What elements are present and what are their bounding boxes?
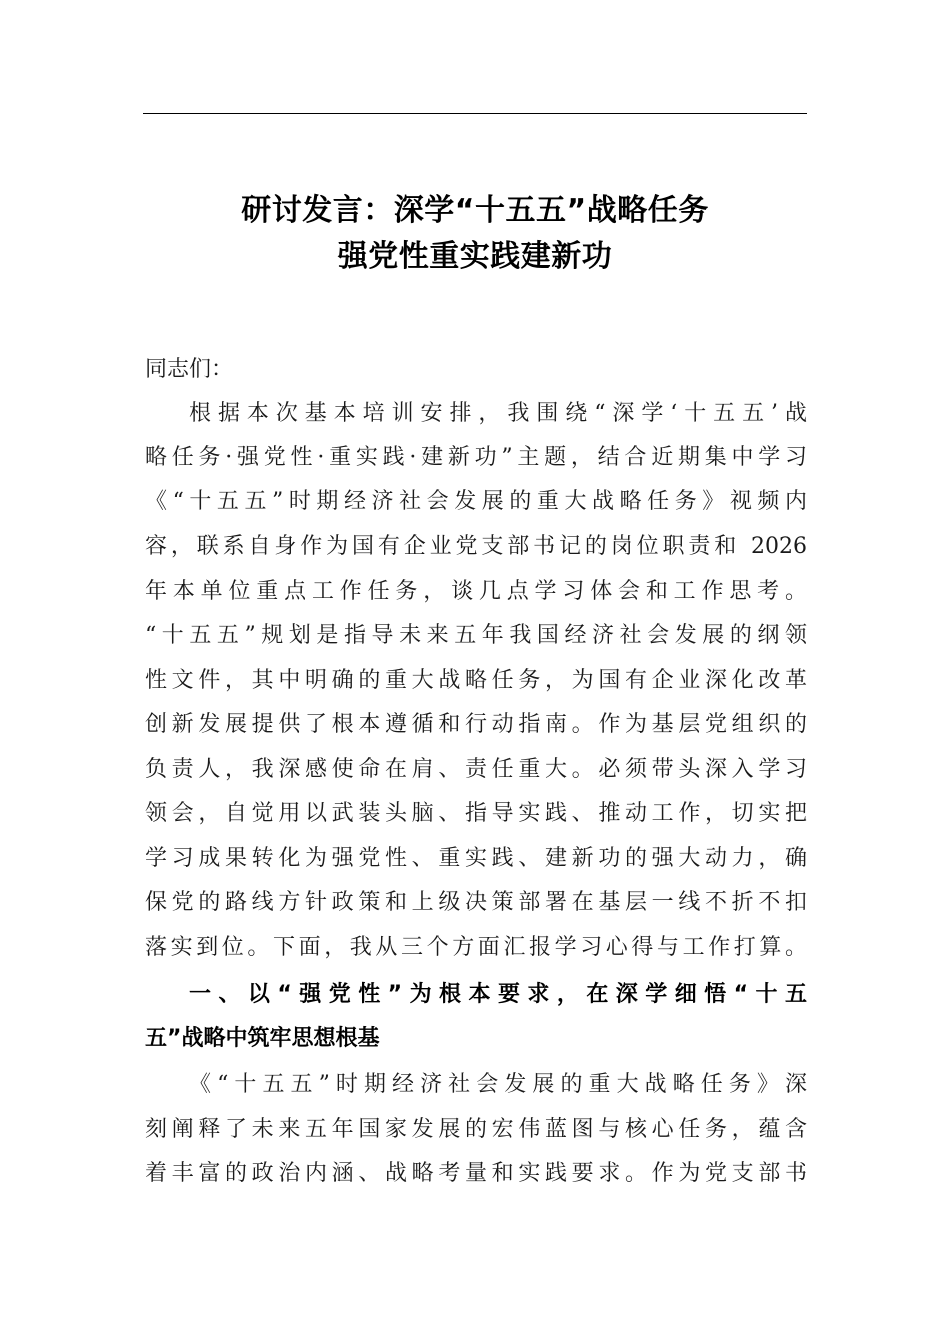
- paragraph-line: 容，联系自身作为国有企业党支部书记的岗位职责和 2026: [145, 534, 807, 559]
- paragraph-line: 创新发展提供了根本遵循和行动指南。作为基层党组织的: [145, 712, 807, 737]
- paragraph-line: 刻阐释了未来五年国家发展的宏伟蓝图与核心任务，蕴含: [145, 1117, 807, 1142]
- document-title-line-1: 研讨发言：深学“十五五”战略任务: [241, 193, 709, 228]
- document-title-line-2: 强党性重实践建新功: [337, 239, 613, 274]
- header-rule: [143, 113, 807, 114]
- paragraph-line: 年本单位重点工作任务，谈几点学习体会和工作思考。: [145, 579, 807, 604]
- paragraph-line: 负责人，我深感使命在肩、责任重大。必须带头深入学习: [145, 757, 807, 782]
- paragraph-line: 落实到位。下面，我从三个方面汇报学习心得与工作打算。: [145, 935, 807, 960]
- paragraph-line: “十五五”规划是指导未来五年我国经济社会发展的纲领: [145, 623, 807, 648]
- paragraph-line: 学习成果转化为强党性、重实践、建新功的强大动力，确: [145, 846, 807, 871]
- paragraph-line: 保党的路线方针政策和上级决策部署在基层一线不折不扣: [145, 890, 807, 915]
- section-heading-line: 五”战略中筑牢思想根基: [145, 1026, 380, 1051]
- paragraph-line: 《“十五五”时期经济社会发展的重大战略任务》视频内: [145, 489, 807, 514]
- paragraph-line: 《“十五五”时期经济社会发展的重大战略任务》深: [189, 1072, 807, 1097]
- section-heading-line: 一、以“强党性”为根本要求，在深学细悟“十五: [189, 982, 807, 1007]
- paragraph-line: 领会，自觉用以武装头脑、指导实践、推动工作，切实把: [145, 801, 807, 826]
- paragraph-line: 性文件，其中明确的重大战略任务，为国有企业深化改革: [145, 668, 807, 693]
- paragraph-line: 着丰富的政治内涵、战略考量和实践要求。作为党支部书: [145, 1161, 807, 1186]
- salutation: 同志们：: [145, 357, 234, 382]
- paragraph-line: 略任务·强党性·重实践·建新功”主题，结合近期集中学习: [145, 445, 807, 470]
- paragraph-line: 根据本次基本培训安排，我围绕“深学‘十五五’战: [189, 401, 807, 426]
